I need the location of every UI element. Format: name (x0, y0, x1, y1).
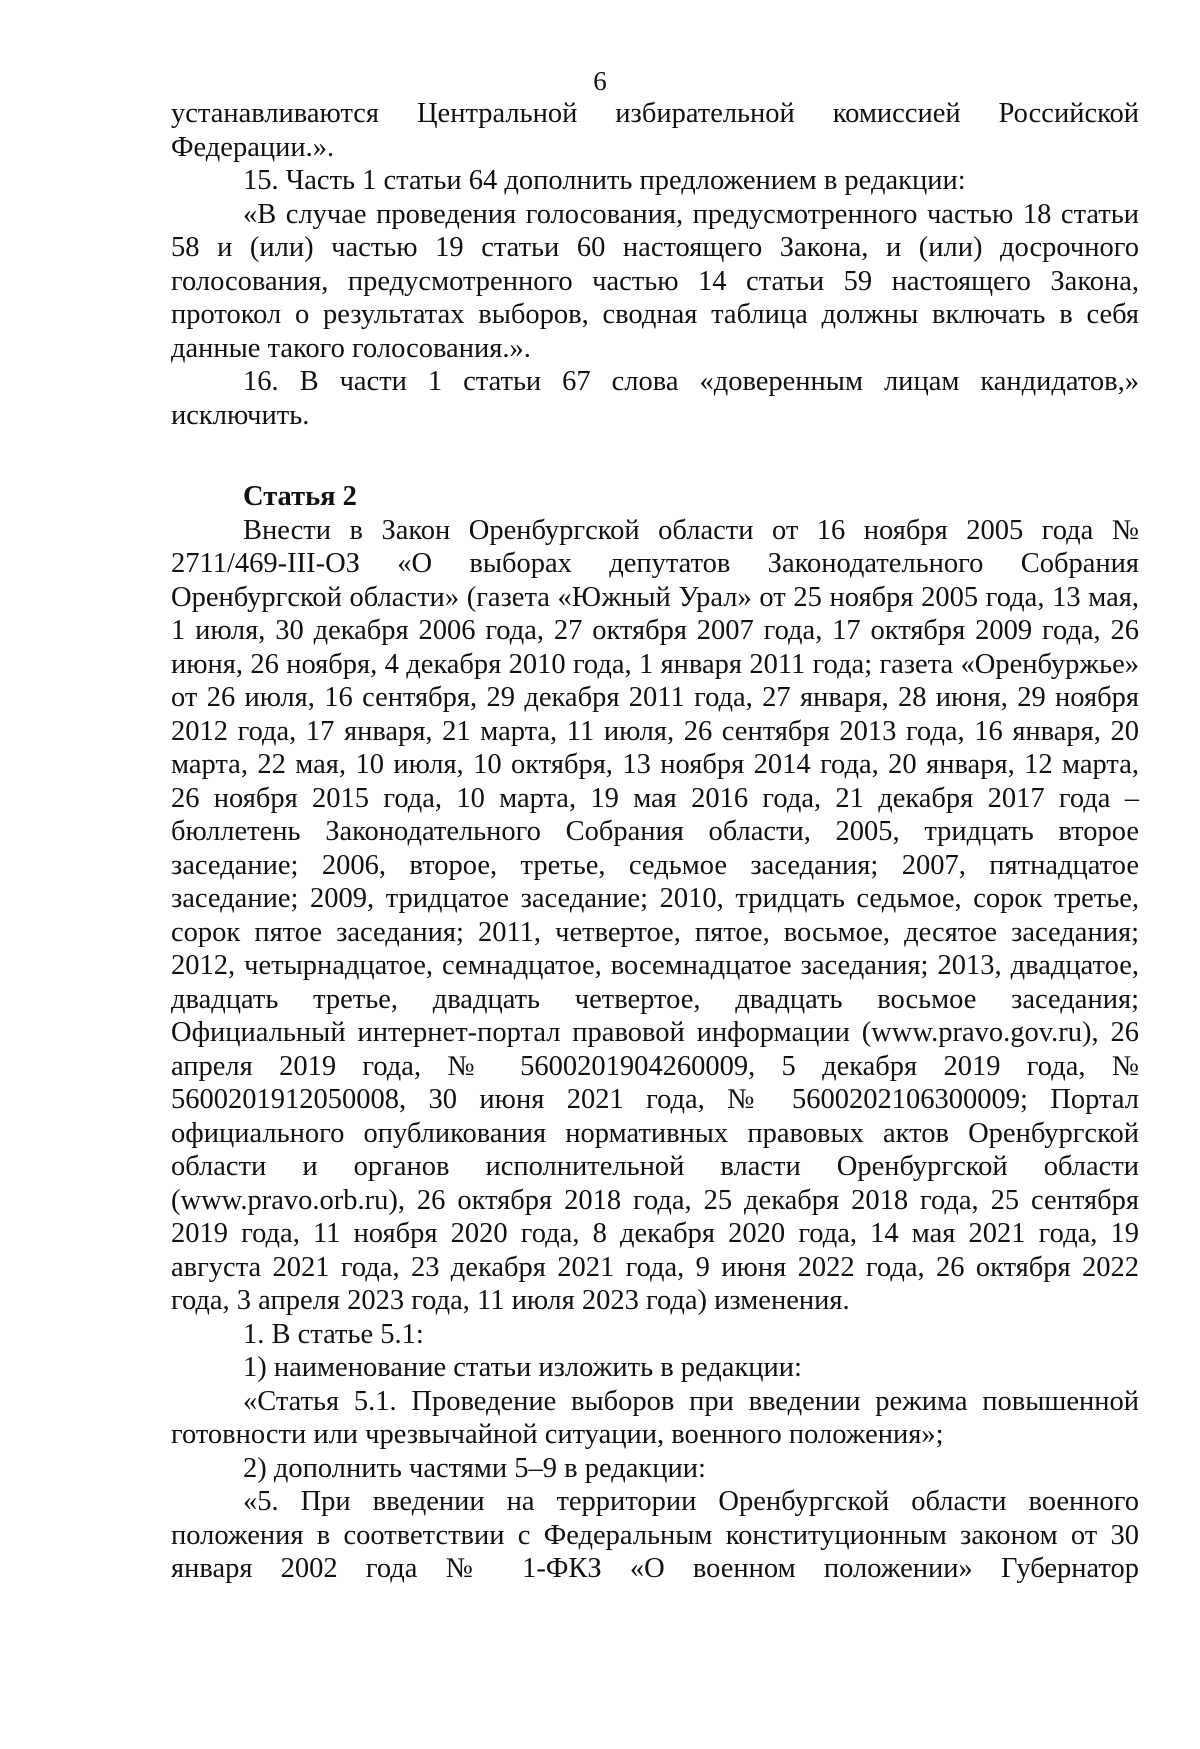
section-spacer (171, 432, 1139, 480)
paragraph-item-15-quote: «В случае проведения голосования, предусмотренного частью 18 статьи 58 и (или) частью 19 статьи 60 настоящего Закона, и (или) досрочного голосования, предусмотренного частью 14 статьи 59 настоящего Закона, протокол о результатах выборов, сводная таблица должны включать в себя данные такого голосования.». (171, 198, 1139, 364)
paragraph-subitem-2: 2) дополнить частями 5–9 в редакции: (243, 1452, 706, 1484)
document-body (171, 97, 1139, 1586)
page-number: 6 (593, 66, 607, 96)
paragraph-item-1: 1. В статье 5.1: (243, 1318, 424, 1350)
paragraph-item-15: 15. Часть 1 статьи 64 дополнить предложением в редакции: (243, 165, 966, 196)
paragraph-article2-intro: Внести в Закон Оренбургской области от 16 ноября 2005 года № 2711/469-III-ОЗ «О выборах депутатов Законодательного Собрания Оренбургской области» (газета «Южный Урал» от 25 ноября 2005 года, 13 мая, 1 июля, 30 декабря 2006 года, 27 октября 2007 года, 17 октября 2009 года, 26 июня, 26 ноября, 4 декабря 2010 года, 1 января 2011 года; газета «Оренбуржье» от 26 июля, 16 сентября, 29 декабря 2011 года, 27 января, 28 июня, 29 ноября 2012 года, 17 января, 21 марта, 11 июля, 26 сентября 2013 года, 16 января, 20 марта, 22 мая, 10 июля, 10 октября, 13 ноября 2014 года, 20 января, 12 марта, 26 ноября 2015 года, 10 марта, 19 мая 2016 года, 21 декабря 2017 года – бюллетень Законодательного Собрания области, 2005, тридцать второе заседание; 2006, второе, третье, седьмое заседания; 2007, пятнадцатое заседание; 2009, тридцатое заседание; 2010, тридцать седьмое, сорок третье, сорок пятое заседания; 2011, четвертое, пятое, восьмое, десятое заседания; 2012, четырнадцатое, семнадцатое, восемнадцатое заседания; 2013, двадцатое, двадцать третье, двадцать четвертое, двадцать восьмое заседания; Официальный интернет-портал правовой информации (www.pravo.gov.ru), 26 апреля 2019 года, № 5600201904260009, 5 декабря 2019 года, № 5600201912050008, 30 июня 2021 года, № 5600202106300009; Портал официального опубликования нормативных правовых актов Оренбургской области и органов исполнительной власти Оренбургской области (www.pravo.orb.ru), 26 октября 2018 года, 25 декабря 2018 года, 25 сентября 2019 года, 11 ноября 2020 года, 8 декабря 2020 года, 14 мая 2021 года, 19 августа 2021 года, 23 декабря 2021 года, 9 июня 2022 года, 26 октября 2022 года, 3 апреля 2023 года, 11 июля 2023 года) изменения. (171, 514, 1139, 1316)
paragraph-subitem-1: 1) наименование статьи изложить в редакции: (243, 1352, 802, 1383)
paragraph-article-title-quote: «Статья 5.1. Проведение выборов при введении режима повышенной готовности или чрезвычайной ситуации, военного положения»; (171, 1385, 1139, 1450)
paragraph-part5-quote: «5. При введении на территории Оренбургской области военного положения в соответствии с Федеральным конституционным законом от 30 января 2002 года № 1-ФКЗ «О военном положении» Губернатор (171, 1486, 1139, 1584)
paragraph-item-16: 16. В части 1 статьи 67 слова «доверенным лицам кандидатов,» исключить. (171, 366, 1139, 431)
article-heading: Статья 2 (243, 481, 357, 512)
paragraph-continuation: устанавливаются Центральной избирательной комиссией Российской Федерации.». (171, 98, 1139, 163)
